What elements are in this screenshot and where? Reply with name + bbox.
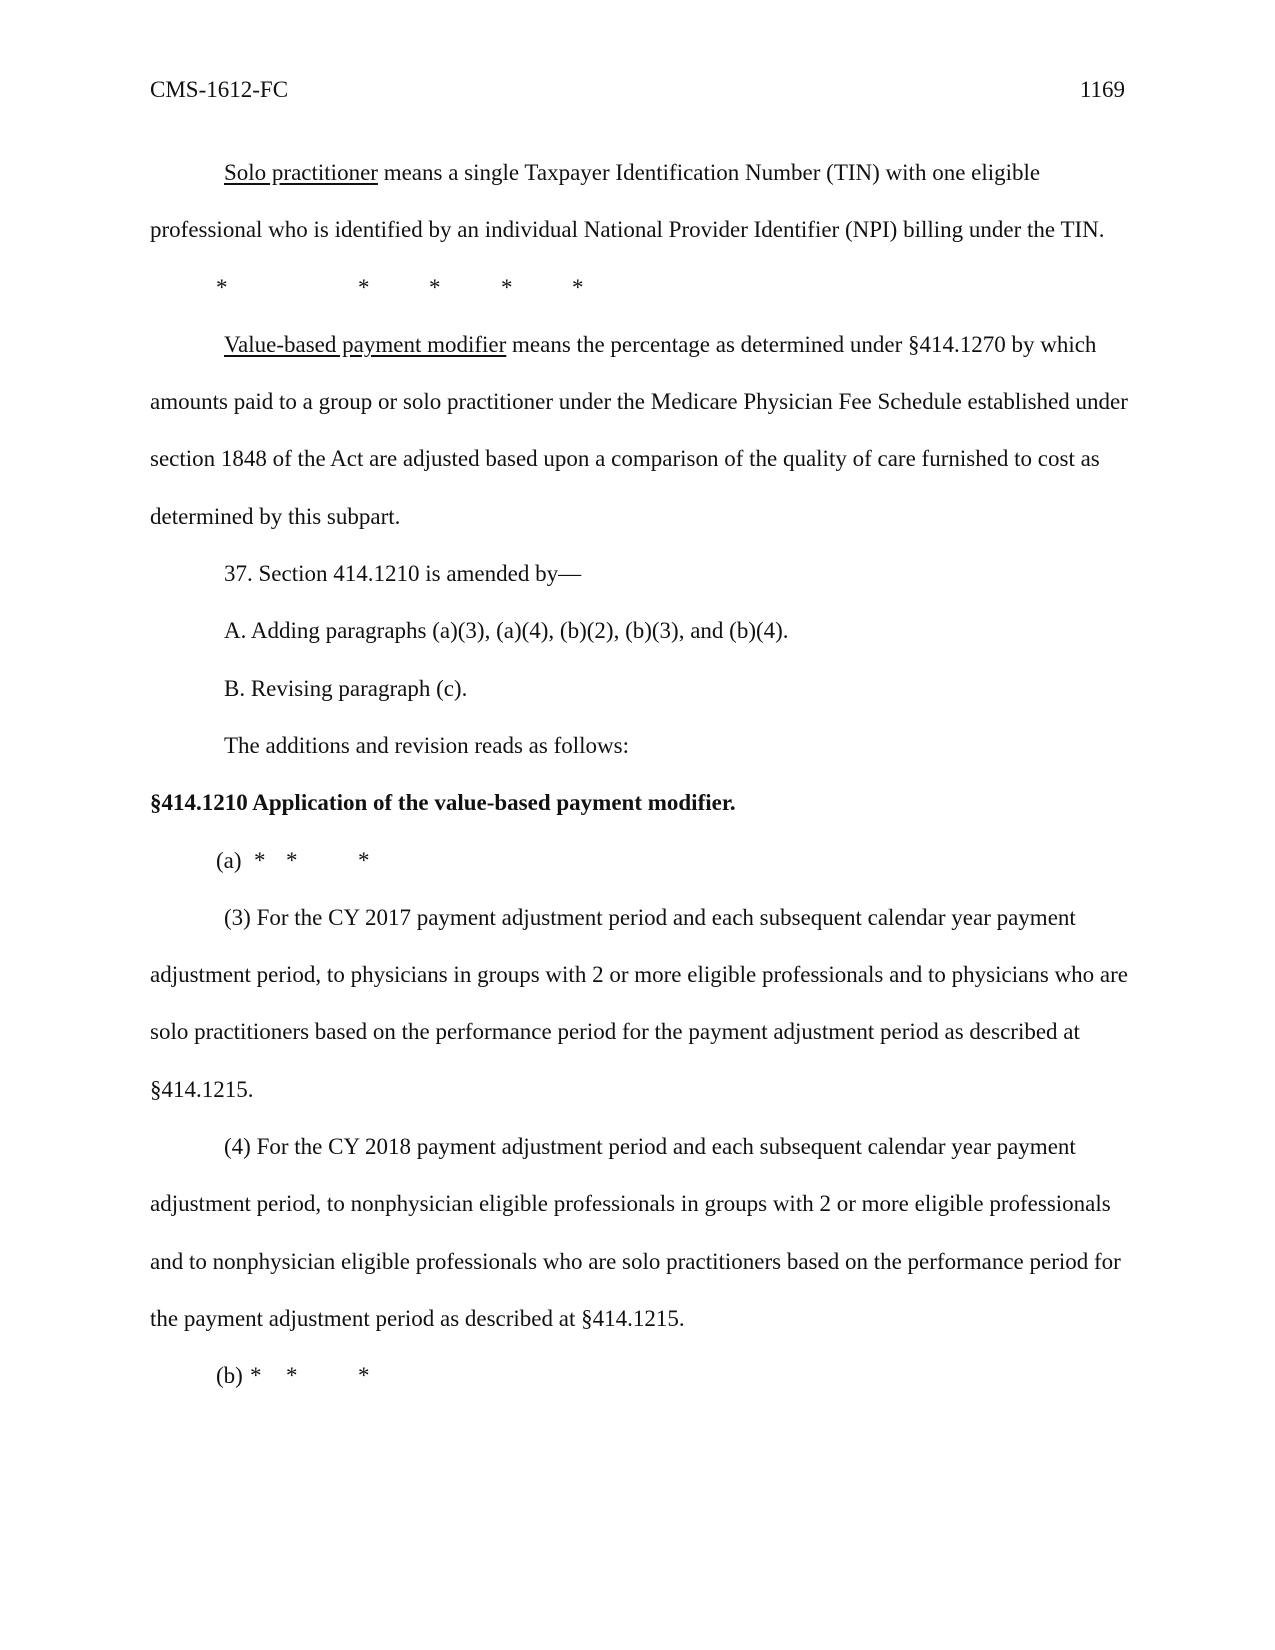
definition-text: means a single Taxpayer Identification Number (TIN) with one eligible professional who is identified by an individual National Provider Identifier (NPI) billing under the TIN. [150,160,1105,243]
paragraph-a-marker [150,832,1130,889]
paragraph-a4: (4) For the CY 2018 payment adjustment period and each subsequent calendar year payment adjustment period, to nonphysician eligible professionals in groups with 2 or more eligible professionals and to nonphysician eligible professionals who are solo practitioners based on the performance period for the payment adjustment period as described at §414.1215. [150,1134,1121,1331]
omission-star: * [358,1363,370,1389]
omission-star: * [501,274,513,300]
omission-star: * [286,847,298,873]
paragraph-label: (b) [216,1363,243,1389]
omission-star: * [358,847,370,873]
paragraph-label: (a) [216,847,242,873]
document-body [150,144,1130,1405]
omission-star: * [254,847,266,873]
document-id: CMS-1612-FC [150,77,289,102]
omission-star: * [216,274,228,300]
amendment-intro: 37. Section 414.1210 is amended by— [224,561,582,587]
paragraph-b-marker [150,1347,1130,1404]
section-heading: §414.1210 Application of the value-based payment modifier. [150,790,736,816]
omission-star: * [358,274,370,300]
defined-term: Value-based payment modifier [224,331,507,357]
omission-marker [150,259,1130,316]
amendment-follows: The additions and revision reads as follows: [224,732,629,758]
amendment-item-a: A. Adding paragraphs (a)(3), (a)(4), (b)(2), (b)(3), and (b)(4). [224,618,789,644]
omission-star: * [429,274,441,300]
definition-value-based-payment-modifier [150,316,1130,545]
paragraph-a3: (3) For the CY 2017 payment adjustment period and each subsequent calendar year payment adjustment period, to physicians in groups with 2 or more eligible professionals and to physicians who are solo practitioners based on the performance period for the payment adjustment period as described at §414.1215. [150,904,1128,1102]
omission-star: * [572,274,584,300]
amendment-item-b: B. Revising paragraph (c). [224,675,468,701]
definition-solo-practitioner [150,144,1130,259]
page-number: 1169 [1079,77,1125,102]
defined-term: Solo practitioner [224,160,378,185]
omission-star: * [250,1363,262,1389]
definition-text: means the percentage as determined under §414.1270 by which amounts paid to a group or solo practitioner under the Medicare Physician Fee Schedule established under section 1848 of the Act are adjusted based upon a comparison of the quality of care furnished to cost as determined by this subpart. [150,331,1128,529]
omission-star: * [286,1363,298,1389]
